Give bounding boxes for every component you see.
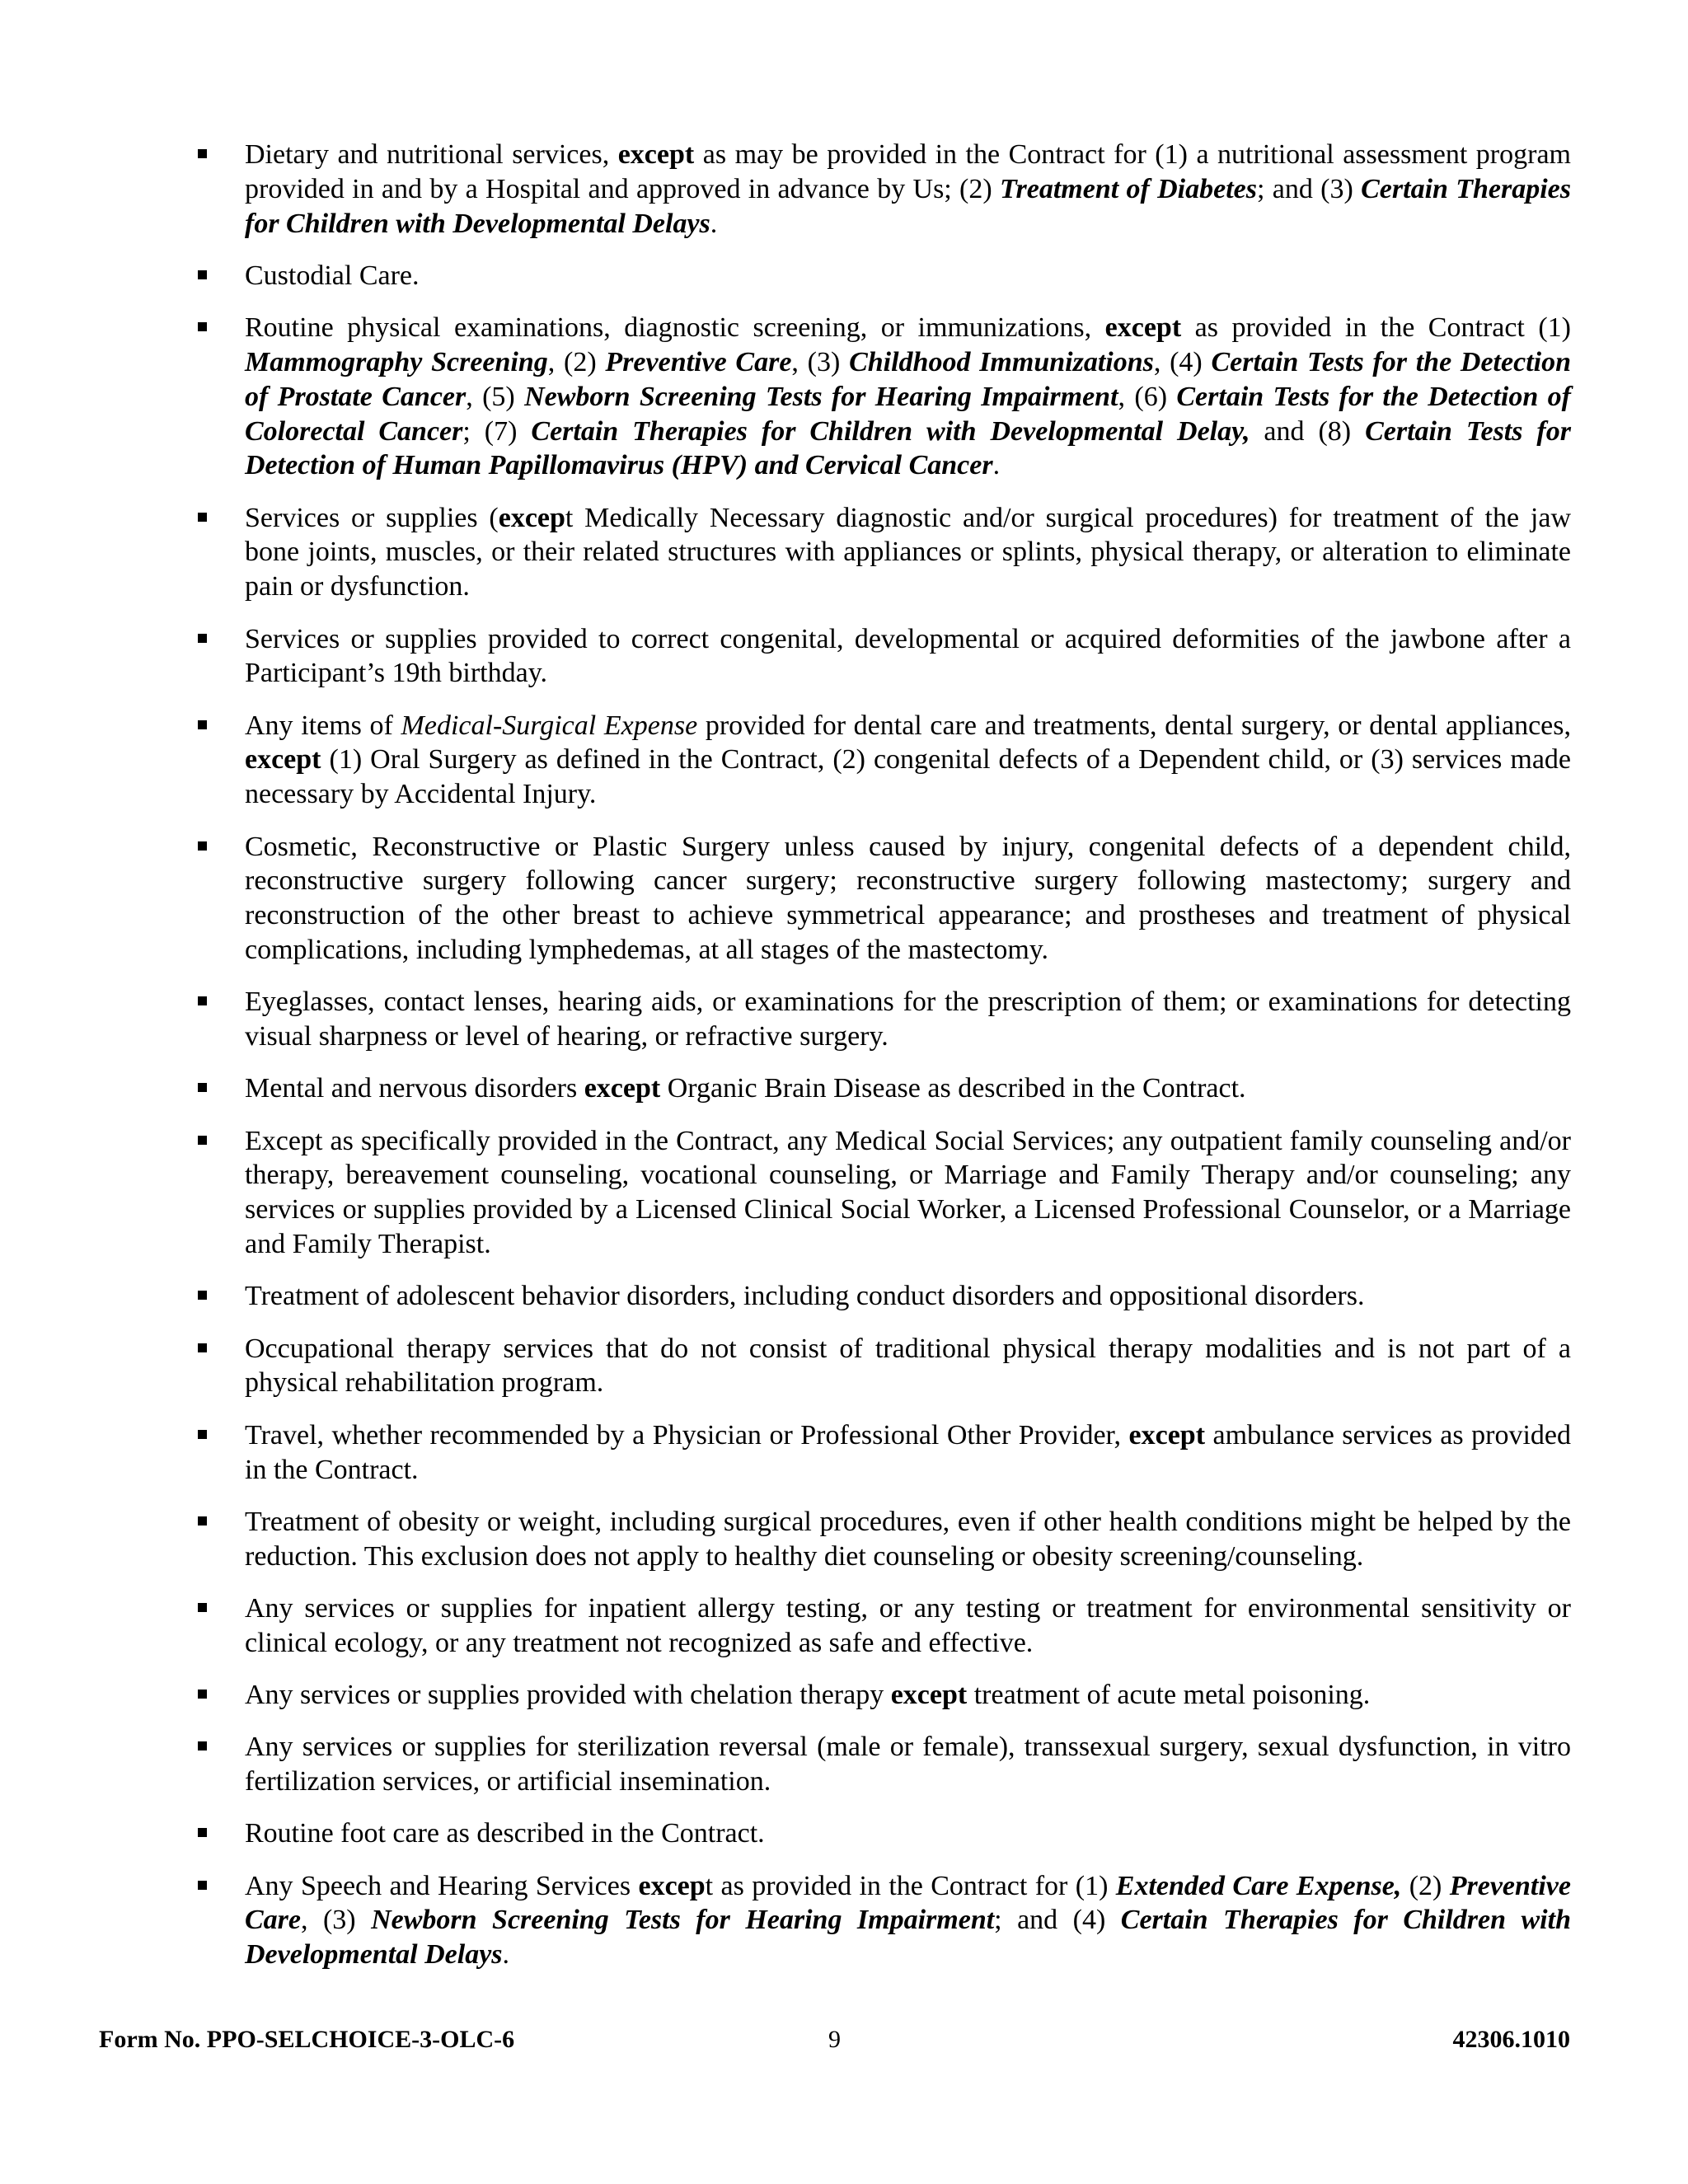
- exclusion-item: [195, 1279, 1571, 1314]
- exclusion-item: [195, 259, 1571, 293]
- exclusion-text-segment: Cosmetic, Reconstructive or Plastic Surgery unless caused by injury, congenital defects of a dependent child, reconstructive surgery following cancer surgery; reconstructive surgery following mastectomy; surgery and reconstruction of the other breast to achieve symmetrical appearance; and prostheses and treatment of physical complications, including lymphedemas, at all stages of the mastectomy.: [245, 831, 1571, 965]
- exclusion-text-segment: t Medically Necessary diagnostic and/or surgical procedures) for treatment of the jaw bone joints, muscles, or their related structures with appliances or splints, physical therapy, or alteration to eliminate pain or dysfunction.: [245, 502, 1571, 602]
- exclusion-text-segment: Any Speech and Hearing Services: [245, 1870, 639, 1901]
- exclusion-text-segment: , (5): [466, 381, 525, 412]
- exclusion-item: [195, 1730, 1571, 1799]
- square-bullet-icon: [198, 1741, 207, 1750]
- exclusion-text-segment: Medical-Surgical Expense: [401, 710, 698, 741]
- exclusion-text-segment: Custodial Care.: [245, 260, 420, 291]
- exclusion-list: [195, 138, 1571, 1972]
- exclusion-item: [195, 1332, 1571, 1401]
- exclusion-item: [195, 501, 1571, 604]
- exclusion-item: [195, 1505, 1571, 1574]
- exclusion-text-segment: ambulance services as provided in the Contract.: [245, 1419, 1571, 1485]
- page-body: [195, 138, 1571, 1990]
- square-bullet-icon: [198, 720, 207, 729]
- exclusion-text-segment: except: [1128, 1419, 1206, 1451]
- square-bullet-icon: [198, 1516, 207, 1526]
- page-footer: [99, 2026, 1570, 2054]
- exclusion-text-segment: t as provided in the Contract for (1): [705, 1870, 1116, 1901]
- exclusion-text-segment: provided for dental care and treatments, dental surgery, or dental appliances,: [697, 710, 1571, 741]
- square-bullet-icon: [198, 1881, 207, 1890]
- exclusion-text-segment: .: [992, 450, 1001, 481]
- exclusion-text-segment: Eyeglasses, contact lenses, hearing aids, or examinations for the prescription of them; or examinations for detecting visual sharpness or level of hearing, or refractive surgery.: [245, 987, 1571, 1052]
- exclusion-item: [195, 830, 1571, 968]
- exclusion-text-segment: Newborn Screening Tests for Hearing Impairment: [524, 381, 1118, 412]
- exclusion-text-segment: Certain Therapies for Children with Developmental Delays: [245, 173, 1572, 239]
- exclusion-text-segment: , (2): [547, 346, 606, 377]
- exclusion-text-segment: , (4): [1153, 346, 1212, 377]
- square-bullet-icon: [198, 149, 207, 158]
- exclusion-text-segment: Treatment of obesity or weight, including surgical procedures, even if other health conditions might be helped by the reduction. This exclusion does not apply to healthy diet counseling or obesity screening/counseling.: [245, 1506, 1571, 1572]
- exclusion-text-segment: Occupational therapy services that do not consist of traditional physical therapy modalities and is not part of a physical rehabilitation program.: [245, 1333, 1571, 1399]
- exclusion-text-segment: Certain Therapies for Children with Developmental Delay,: [531, 415, 1250, 447]
- exclusion-item: [195, 622, 1571, 691]
- exclusion-text-segment: except: [245, 744, 321, 776]
- exclusion-text-segment: Except as specifically provided in the Contract, any Medical Social Services; any outpatient family counseling and/or therapy, bereavement counseling, vocational counseling, or Marriage and Family Therapy and/or counseling; any services or supplies provided by a Licensed Clinical Social Worker, a Licensed Professional Counselor, or a Marriage and Family Therapist.: [245, 1125, 1571, 1260]
- square-bullet-icon: [198, 1430, 207, 1439]
- square-bullet-icon: [198, 1083, 207, 1092]
- exclusion-text-segment: ; and (3): [1257, 173, 1362, 204]
- exclusion-text-segment: Any services or supplies for sterilization reversal (male or female), transsexual surgery, sexual dysfunction, in vitro fertilization services, or artificial insemination.: [245, 1732, 1571, 1797]
- document-code: 42306.1010: [1452, 2026, 1570, 2053]
- square-bullet-icon: [198, 1690, 207, 1699]
- exclusion-item: [195, 1816, 1571, 1851]
- exclusion-text-segment: as may be provided in the Contract for (1) a nutritional assessment program provided in and by a Hospital and approved in advance by Us; (2): [245, 139, 1571, 204]
- exclusion-text-segment: except: [1104, 312, 1182, 344]
- exclusion-text-segment: (2): [1401, 1870, 1450, 1901]
- exclusion-text-segment: Travel, whether recommended by a Physician or Professional Other Provider,: [245, 1419, 1129, 1451]
- exclusion-text-segment: except: [890, 1679, 968, 1710]
- exclusion-text-segment: Preventive Care: [245, 1870, 1571, 1936]
- exclusion-text-segment: Treatment of Diabetes: [1000, 173, 1257, 204]
- exclusion-text-segment: Certain Therapies for Children with Developmental Delays: [245, 1905, 1571, 1971]
- exclusion-text-segment: Mammography Screening: [245, 346, 548, 377]
- exclusion-text-segment: Any services or supplies for inpatient allergy testing, or any testing or treatment for environmental sensitivity or clinical ecology, or any treatment not recognized as safe and effective.: [245, 1592, 1571, 1658]
- exclusion-text-segment: Routine physical examinations, diagnostic screening, or immunizations,: [245, 312, 1105, 344]
- exclusion-text-segment: and (8): [1250, 415, 1366, 447]
- exclusion-item: [195, 138, 1571, 241]
- exclusion-text-segment: Services or supplies (: [245, 502, 499, 533]
- exclusion-text-segment: Newborn Screening Tests for Hearing Impairment: [371, 1905, 995, 1936]
- square-bullet-icon: [198, 270, 207, 279]
- exclusion-text-segment: treatment of acute metal poisoning.: [967, 1679, 1371, 1710]
- exclusion-text-segment: except: [584, 1073, 661, 1104]
- exclusion-item: [195, 1869, 1571, 1972]
- square-bullet-icon: [198, 841, 207, 851]
- exclusion-item: [195, 311, 1571, 483]
- exclusion-text-segment: (1) Oral Surgery as defined in the Contract, (2) congenital defects of a Dependent child, or (3) services made necessary by Accidental Injury.: [245, 744, 1571, 810]
- exclusion-text-segment: Preventive Care: [605, 346, 792, 377]
- exclusion-text-segment: Dietary and nutritional services,: [245, 139, 618, 170]
- exclusion-text-segment: , (6): [1118, 381, 1177, 412]
- exclusion-item: [195, 1071, 1571, 1106]
- page-number: 9: [828, 2026, 841, 2053]
- square-bullet-icon: [198, 1343, 207, 1352]
- exclusion-item: [195, 985, 1571, 1054]
- square-bullet-icon: [198, 1291, 207, 1300]
- exclusion-text-segment: , (3): [301, 1905, 372, 1936]
- square-bullet-icon: [198, 1828, 207, 1837]
- exclusion-item: [195, 1124, 1571, 1262]
- square-bullet-icon: [198, 1603, 207, 1612]
- exclusion-text-segment: Certain Tests for the Detection of Colorectal Cancer: [245, 381, 1571, 447]
- square-bullet-icon: [198, 513, 207, 522]
- exclusion-text-segment: Mental and nervous disorders: [245, 1073, 584, 1104]
- square-bullet-icon: [198, 1136, 207, 1145]
- exclusion-text-segment: excep: [638, 1870, 706, 1901]
- exclusion-text-segment: Childhood Immunizations: [849, 346, 1154, 377]
- exclusion-text-segment: Certain Tests for Detection of Human Papillomavirus (HPV) and Cervical Cancer: [245, 415, 1571, 481]
- exclusion-item: [195, 709, 1571, 812]
- square-bullet-icon: [198, 322, 207, 331]
- exclusion-text-segment: , (3): [791, 346, 850, 377]
- exclusion-text-segment: Organic Brain Disease as described in the Contract.: [660, 1073, 1246, 1104]
- exclusion-text-segment: .: [710, 208, 718, 239]
- exclusion-text-segment: Treatment of adolescent behavior disorders, including conduct disorders and oppositional disorders.: [245, 1281, 1365, 1312]
- exclusion-text-segment: Extended Care Expense,: [1115, 1870, 1402, 1901]
- exclusion-text-segment: Routine foot care as described in the Contract.: [245, 1818, 765, 1849]
- exclusion-item: [195, 1678, 1571, 1713]
- exclusion-text-segment: ; (7): [462, 415, 532, 447]
- exclusion-item: [195, 1418, 1571, 1488]
- exclusion-text-segment: Services or supplies provided to correct congenital, developmental or acquired deformities of the jawbone after a Participant’s 19th birthday.: [245, 623, 1571, 689]
- exclusion-text-segment: Any items of: [245, 710, 401, 741]
- exclusion-text-segment: ; and (4): [994, 1905, 1121, 1936]
- square-bullet-icon: [198, 996, 207, 1005]
- exclusion-text-segment: except: [617, 139, 695, 170]
- exclusion-text-segment: Any services or supplies provided with chelation therapy: [245, 1679, 891, 1710]
- square-bullet-icon: [198, 634, 207, 643]
- exclusion-text-segment: as provided in the Contract (1): [1181, 312, 1571, 344]
- form-number: Form No. PPO-SELCHOICE-3-OLC-6: [99, 2026, 515, 2053]
- exclusion-text-segment: Certain Tests for the Detection of Prostate Cancer: [245, 346, 1571, 412]
- exclusion-text-segment: .: [502, 1939, 510, 1971]
- exclusion-text-segment: excep: [498, 502, 565, 533]
- exclusion-item: [195, 1591, 1571, 1661]
